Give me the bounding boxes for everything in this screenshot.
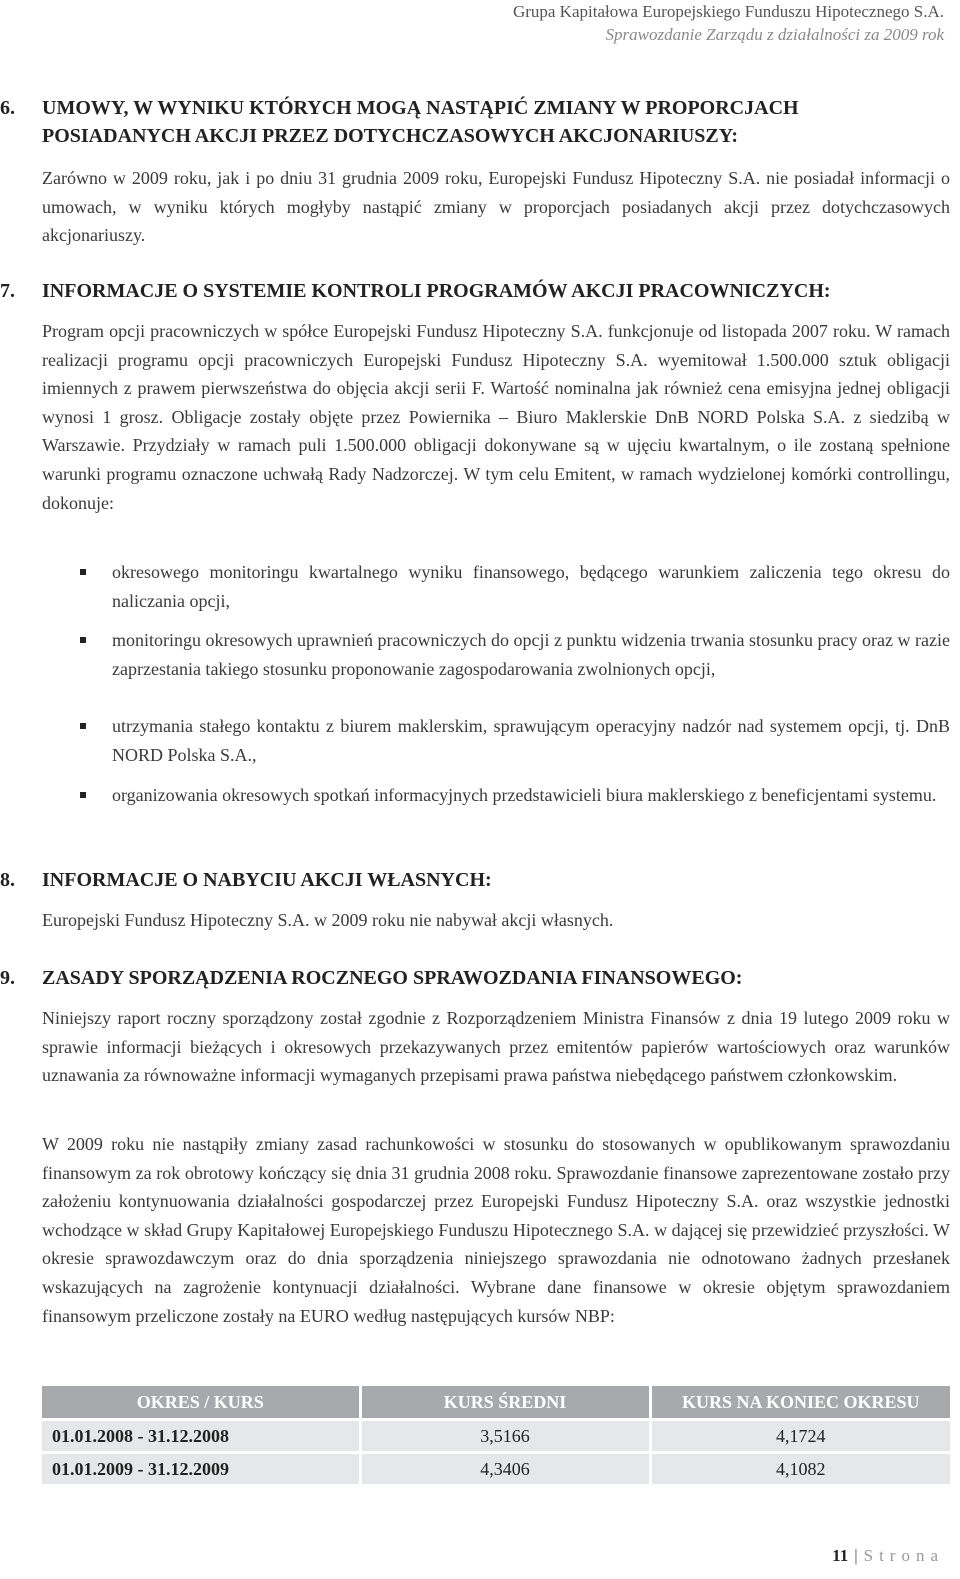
section-7-title: INFORMACJE O SYSTEMIE KONTROLI PROGRAMÓW AKCJI PRACOWNICZYCH: (42, 280, 831, 302)
section-8-paragraph: Europejski Fundusz Hipoteczny S.A. w 2009 roku nie nabywał akcji własnych. (42, 910, 614, 930)
row-end-rate: 4,1082 (650, 1453, 950, 1485)
bullet-square-icon (80, 792, 86, 798)
section-7-paragraph: Program opcji pracowniczych w spółce Europejski Fundusz Hipoteczny S.A. funkcjonuje od listopada 2007 roku. W ramach realizacji programu opcji pracowniczych Europejski Fundusz Hipoteczny S.A. wyemitował 1.500.000 sztuk obligacji imiennych z prawem pierwszeństwa do objęcia akcji serii F. Wartość nominalna jak również cena emisyjna jednej obligacji wynosi 1 grosz. Obligacje zostały objęte przez Powiernika – Biuro Maklerskie DnB NORD Polska S.A. z siedzibą w Warszawie. Przydziały w ramach puli 1.500.000 obligacji dokonywane są w ujęciu kwartalnym, o ile zostaną spełnione warunki programu oznaczone uchwałą Rady Nadzorczej. W tym celu Emitent, w ramach wydzielonej komórki controllingu, dokonuje: (42, 321, 950, 513)
section-8-title: INFORMACJE O NABYCIU AKCJI WŁASNYCH: (42, 869, 492, 891)
section-9-number: 9. (0, 967, 15, 989)
row-period: 01.01.2009 - 31.12.2009 (42, 1453, 360, 1485)
section-8-number: 8. (0, 869, 15, 891)
bullet-text: okresowego monitoringu kwartalnego wyniku finansowego, będącego warunkiem zaliczenia tego okresu do naliczania opcji, (112, 562, 950, 611)
section-8-heading (0, 866, 960, 894)
section-9-heading (0, 964, 960, 992)
row-average-rate: 3,5166 (360, 1420, 650, 1453)
footer-separator: | (854, 1546, 858, 1565)
section-6-paragraph: Zarówno w 2009 roku, jak i po dniu 31 grudnia 2009 roku, Europejski Fundusz Hipoteczny S.A. nie posiadał informacji o umowach, w wyniku których mogłyby nastąpić zmiany w proporcjach posiadanych akcji przez dotychczasowych akcjonariuszy. (42, 168, 950, 246)
page-header (513, 0, 944, 47)
section-6-number: 6. (0, 97, 15, 119)
bullet-square-icon (80, 637, 86, 643)
exchange-rate-table (42, 1386, 950, 1484)
company-name: Grupa Kapitałowa Europejskiego Funduszu Hipotecznego S.A. (512, 2, 944, 21)
section-6-heading (0, 94, 960, 150)
page-footer (832, 1546, 944, 1566)
section-6-title-line1: UMOWY, W WYNIKU KTÓRYCH MOGĄ NASTĄPIĆ ZMIANY W PROPORCJACH (42, 97, 799, 119)
section-7-number: 7. (0, 280, 15, 302)
page-label: Strona (863, 1546, 944, 1565)
row-average-rate: 4,3406 (360, 1453, 650, 1485)
report-title: Sprawozdanie Zarządu z działalności za 2009 rok (605, 25, 944, 44)
section-6-title-line2: POSIADANYCH AKCJI PRZEZ DOTYCHCZASOWYCH AKCJONARIUSZY: (42, 125, 739, 147)
bullet-square-icon (80, 723, 86, 729)
header-end-rate: KURS NA KONIEC OKRESU (650, 1386, 950, 1420)
bullet-text: monitoringu okresowych uprawnień pracowniczych do opcji z punktu widzenia trwania stosunku pracy oraz w razie zaprzestania takiego stosunku proponowanie zagospodarowania zwolnionych opcji, (112, 630, 950, 679)
bullet-square-icon (80, 569, 86, 575)
section-9-title: ZASADY SPORZĄDZENIA ROCZNEGO SPRAWOZDANIA FINANSOWEGO: (42, 967, 743, 989)
page-number: 11 (832, 1546, 849, 1565)
bullet-text: utrzymania stałego kontaktu z biurem maklerskim, sprawującym operacyjny nadzór nad systemem opcji, tj. DnB NORD Polska S.A., (112, 716, 950, 765)
section-9-paragraph-2: W 2009 roku nie nastąpiły zmiany zasad rachunkowości w stosunku do stosowanych w opublikowanym sprawozdaniu finansowym za rok obrotowy kończący się dnia 31 grudnia 2008 roku. Sprawozdanie finansowe zaprezentowane zostało przy założeniu kontynuowania działalności gospodarczej przez Europejski Fundusz Hipoteczny S.A. oraz wszystkie jednostki wchodzące w skład Grupy Kapitałowej Europejskiego Funduszu Hipotecznego S.A. w dającej się przewidzieć przyszłości. W okresie sprawozdawczym oraz do dnia sporządzenia niniejszego sprawozdania nie odnotowano żadnych przesłanek wskazujących na zagrożenie kontynuacji działalności. Wybrane dane finansowe w okresie objętym sprawozdaniem finansowym przeliczone zostały na EURO według następujących kursów NBP: (42, 1134, 950, 1326)
header-period: OKRES / KURS (42, 1386, 360, 1420)
section-7-heading (0, 277, 960, 305)
table-row (42, 1453, 950, 1485)
bullet-text: organizowania okresowych spotkań informacyjnych przedstawicieli biura maklerskiego z beneficjentami systemu. (112, 785, 937, 805)
table-header-row (42, 1386, 950, 1420)
header-average-rate: KURS ŚREDNI (360, 1386, 650, 1420)
row-period: 01.01.2008 - 31.12.2008 (42, 1420, 360, 1453)
section-9-paragraph-1: Niniejszy raport roczny sporządzony został zgodnie z Rozporządzeniem Ministra Finansów z dnia 19 lutego 2009 roku w sprawie informacji bieżących i okresowych przekazywanych przez emitentów papierów wartościowych oraz warunków uznawania za równoważne informacji wymaganych przepisami prawa państwa niebędącego państwem członkowskim. (42, 1008, 950, 1086)
table-row (42, 1420, 950, 1453)
row-end-rate: 4,1724 (650, 1420, 950, 1453)
